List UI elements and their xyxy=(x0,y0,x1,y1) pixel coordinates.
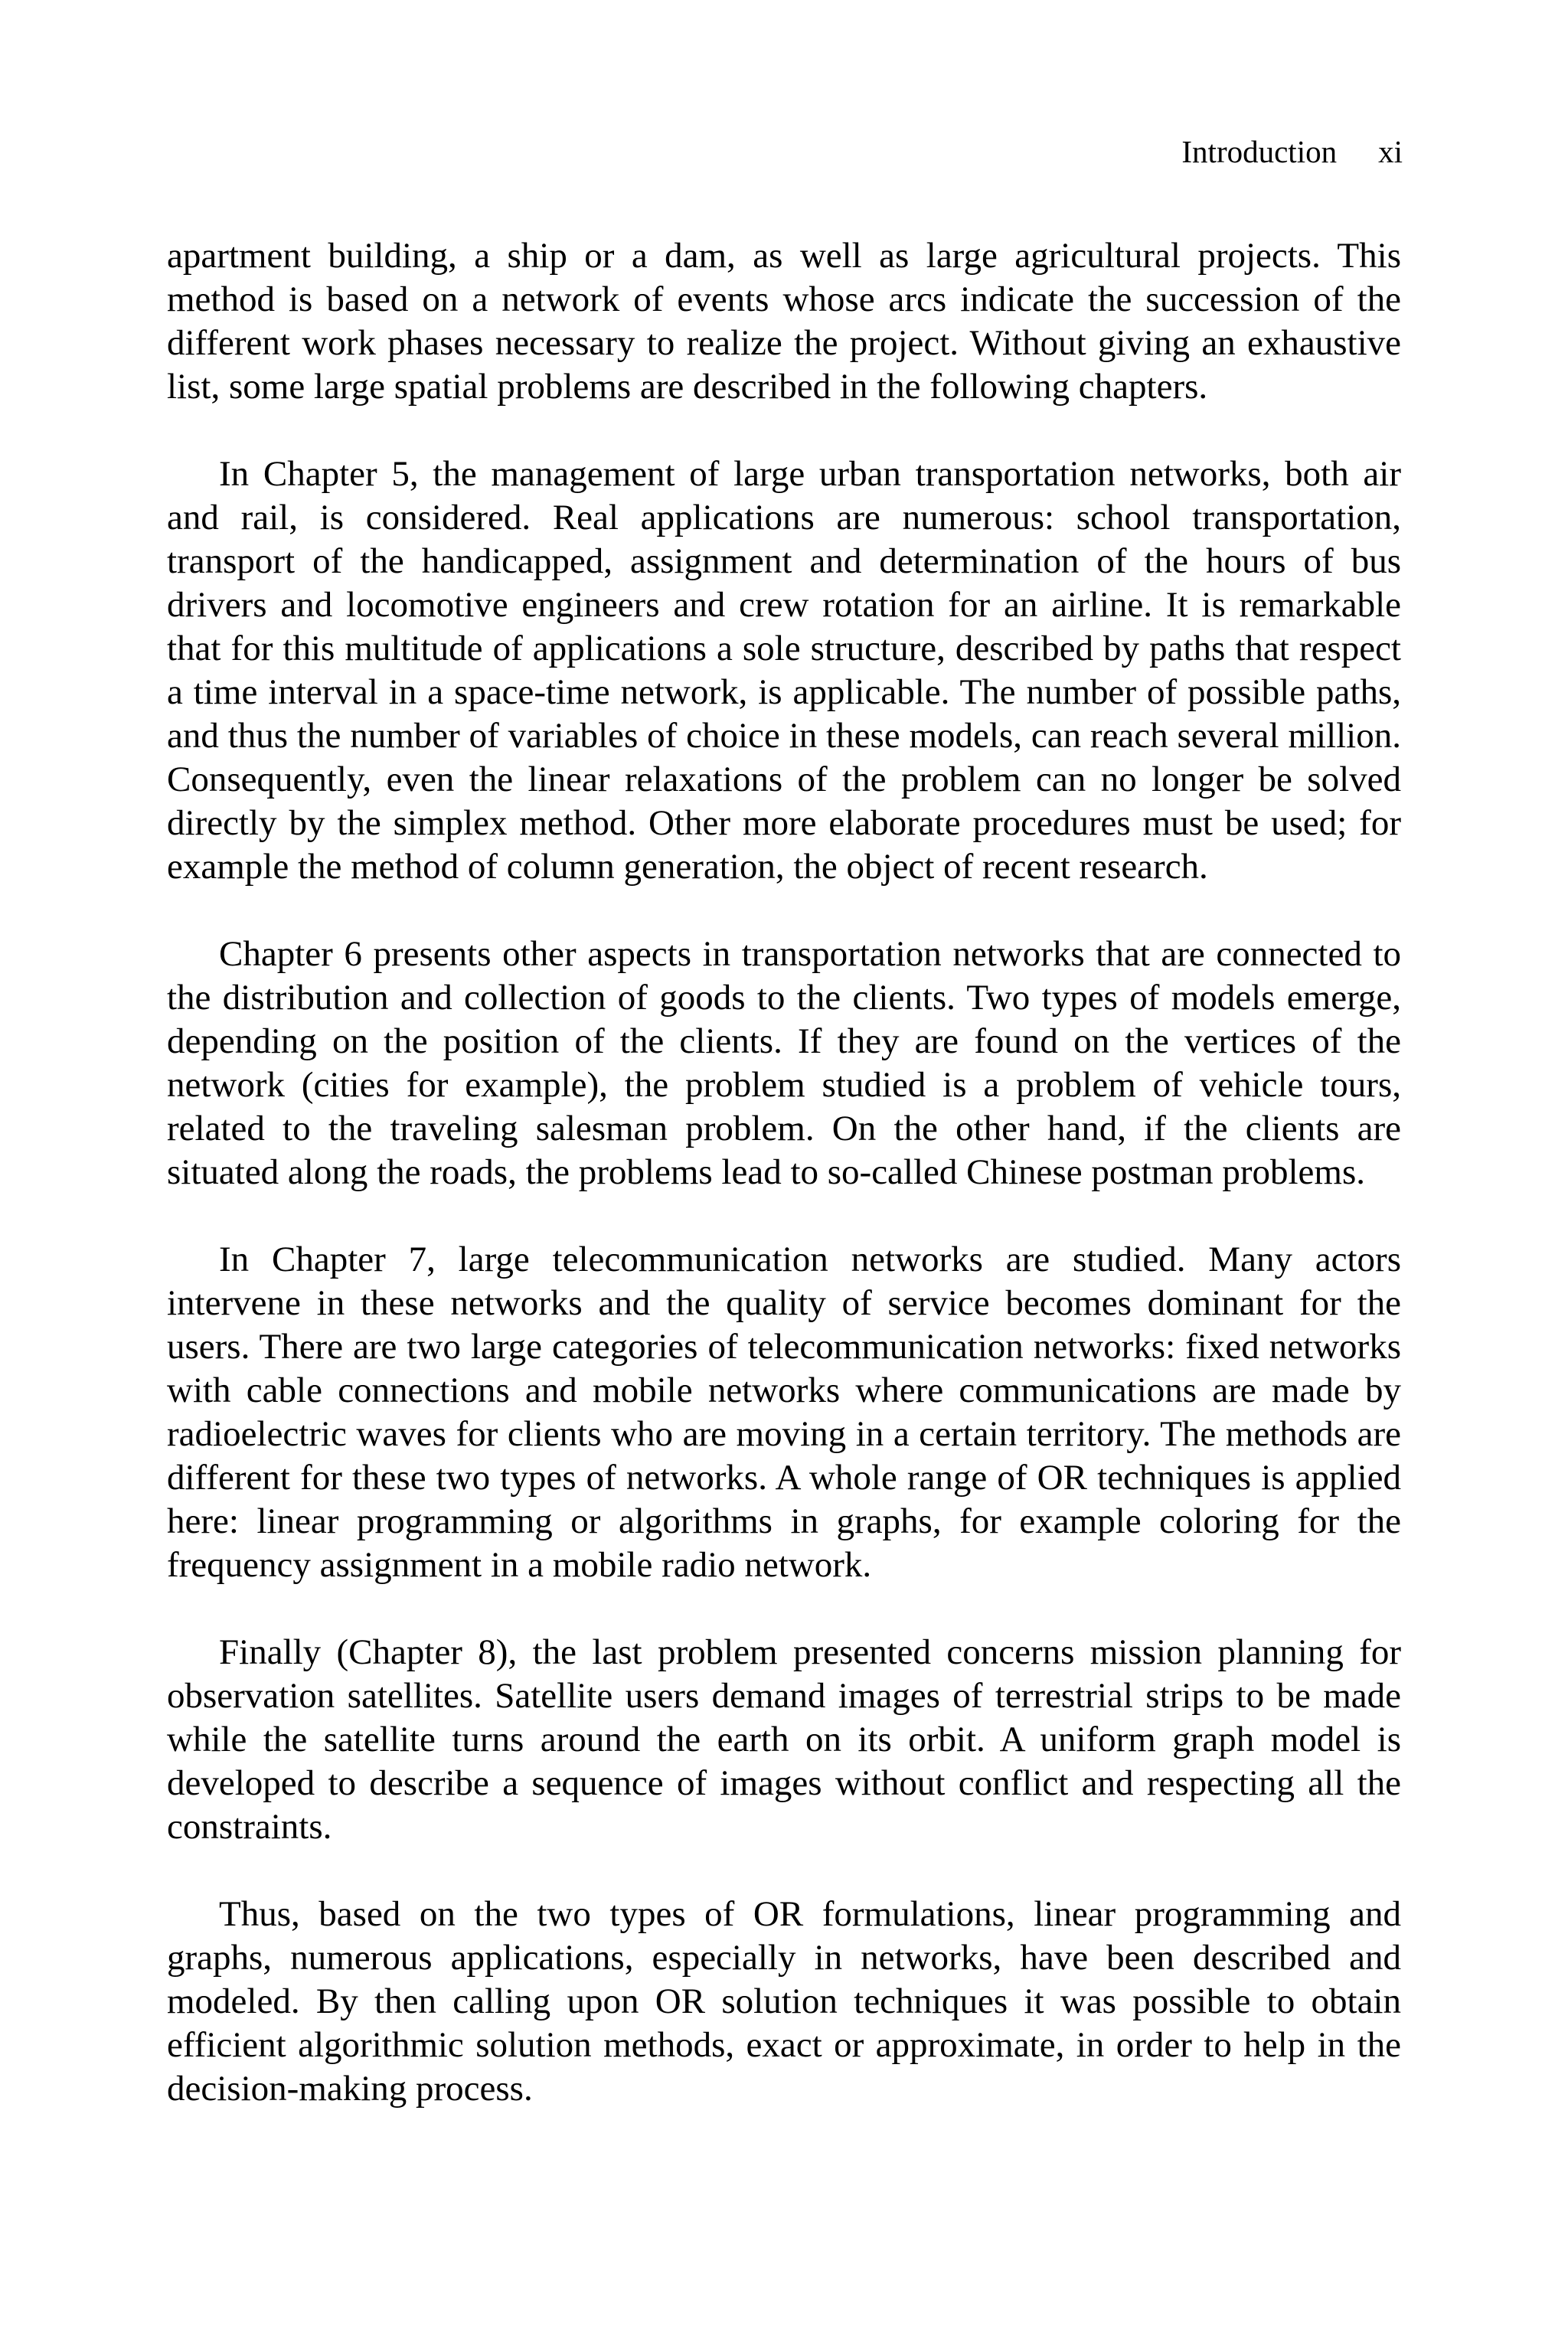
paragraph-continuation: apartment building, a ship or a dam, as well as large agricultural projects. This method is based on a network of events whose arcs indicate the succession of the different work phases necessary to realize the project. Without giving an exhaustive list, some large spatial problems are described in the following chapters. xyxy=(167,236,1401,407)
body-text xyxy=(167,234,1401,2154)
paragraph-chapter-6: Chapter 6 presents other aspects in transportation networks that are connected to the distribution and collection of goods to the clients. Two types of models emerge, depending on the position of the clients. If they are found on the vertices of the network (cities for example), the problem studied is a problem of vehicle tours, related to the traveling salesman problem. On the other hand, if the clients are situated along the roads, the problems lead to so-called Chinese postman problems. xyxy=(167,934,1401,1192)
page-number: xi xyxy=(1378,134,1403,169)
paragraph-conclusion: Thus, based on the two types of OR formulations, linear programming and graphs, numerous applications, especially in networks, have been described and modeled. By then calling upon OR solution techniques it was possible to obtain efficient algorithmic solution methods, exact or approximate, in order to help in the decision-making process. xyxy=(167,1894,1401,2109)
paragraph-chapter-8: Finally (Chapter 8), the last problem presented concerns mission planning for observation satellites. Satellite users demand images of terrestrial strips to be made while the satellite turns around the earth on its orbit. A uniform graph model is developed to describe a sequence of images without conflict and respecting all the constraints. xyxy=(167,1632,1401,1847)
running-head xyxy=(1181,130,1403,173)
running-head-title: Introduction xyxy=(1181,134,1338,169)
paragraph-chapter-5: In Chapter 5, the management of large urban transportation networks, both air and rail, is considered. Real applications are numerous: school transportation, transport of the handicapped, assignment and determination of the hours of bus drivers and locomotive engineers and crew rotation for an airline. It is remarkable that for this multitude of applications a sole structure, described by paths that respect a time interval in a space-time network, is applicable. The number of possible paths, and thus the number of variables of choice in these models, can reach several million. Consequently, even the linear relaxations of the problem can no longer be solved directly by the simplex method. Other more elaborate procedures must be used; for example the method of column generation, the object of recent research. xyxy=(167,454,1401,887)
paragraph-chapter-7: In Chapter 7, large telecommunication networks are studied. Many actors intervene in these networks and the quality of service becomes dominant for the users. There are two large categories of telecommunication networks: fixed networks with cable connections and mobile networks where communications are made by radioelectric waves for clients who are moving in a certain territory. The methods are different for these two types of networks. A whole range of OR techniques is applied here: linear programming or algorithms in graphs, for example coloring for the frequency assignment in a mobile radio network. xyxy=(167,1240,1401,1585)
